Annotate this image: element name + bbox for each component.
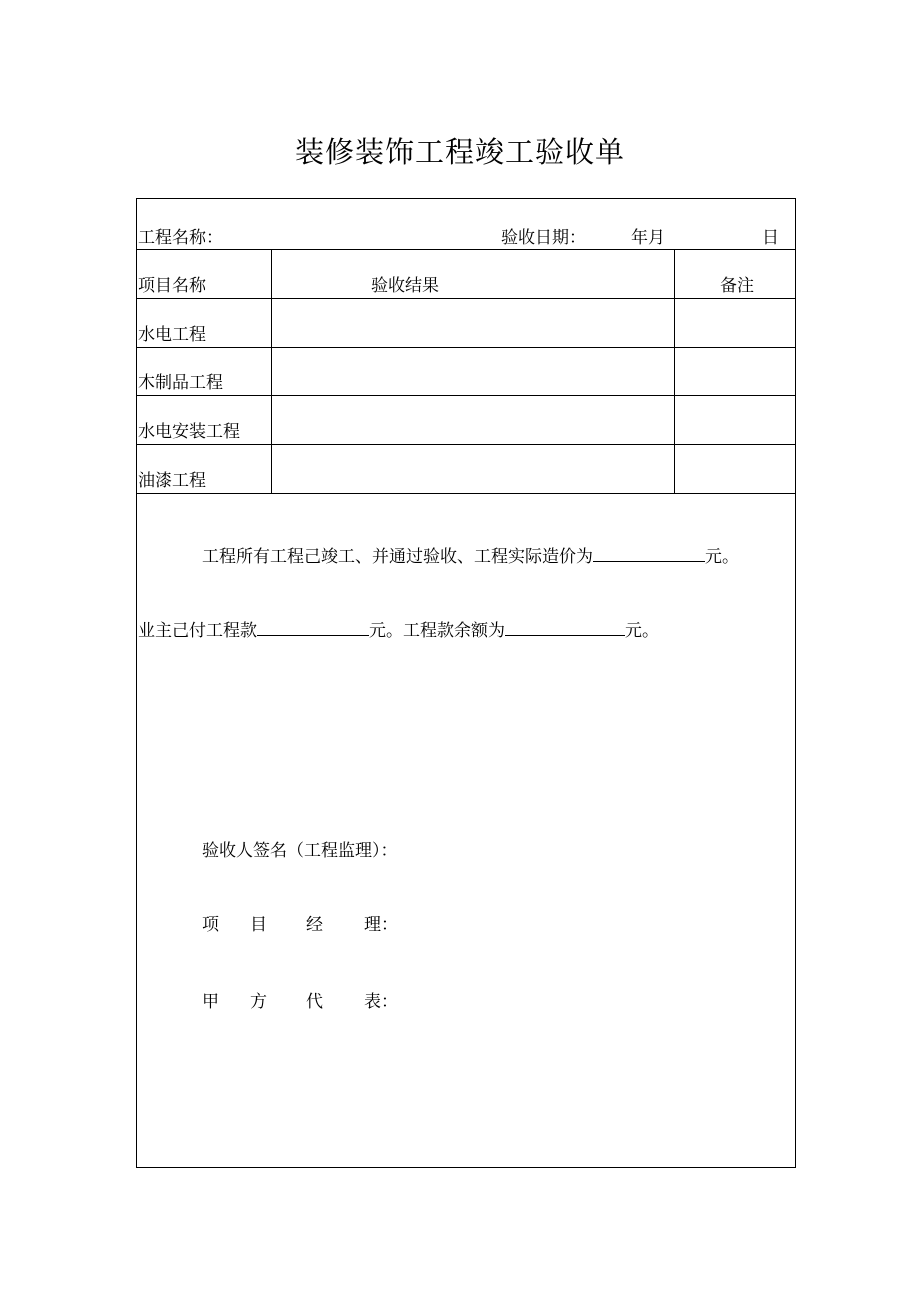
table-row-name: 水电安装工程: [138, 422, 240, 442]
actual-cost-blank[interactable]: [593, 547, 705, 562]
currency-unit: 元。: [705, 547, 739, 567]
project-manager-label: 理：: [364, 915, 398, 935]
party-a-representative-label: 代: [306, 992, 323, 1012]
cost-statement-line1: [202, 547, 739, 567]
party-a-representative-label: 表：: [364, 992, 398, 1012]
currency-unit: 元。: [625, 621, 659, 641]
row-divider: [137, 493, 795, 494]
paid-amount-blank[interactable]: [257, 621, 369, 636]
project-name-label: 工程名称：: [138, 228, 223, 248]
balance-amount-blank[interactable]: [505, 621, 625, 636]
column-divider: [271, 249, 272, 494]
row-divider: [137, 347, 795, 348]
column-header-remark: 备注: [720, 276, 754, 296]
acceptance-form: [136, 198, 796, 1168]
party-a-representative-label: 甲: [202, 992, 219, 1012]
acceptance-date-label: 验收日期：: [501, 228, 586, 248]
statement-text: 业主己付工程款: [138, 621, 257, 641]
statement-text: 元。工程款余额为: [369, 621, 505, 641]
column-divider: [674, 249, 675, 494]
year-month-label: 年月: [631, 228, 665, 248]
project-manager-label: 项: [202, 915, 219, 935]
day-label: 日: [762, 228, 779, 248]
inspector-signature-label: 验收人签名（工程监理）：: [202, 841, 398, 861]
cost-statement-line2: [138, 621, 659, 641]
table-row-name: 水电工程: [138, 325, 206, 345]
row-divider: [137, 298, 795, 299]
column-header-result: 验收结果: [371, 276, 439, 296]
party-a-representative-label: 方: [250, 992, 267, 1012]
project-manager-label: 经: [306, 915, 323, 935]
project-manager-label: 目: [250, 915, 267, 935]
table-row-name: 木制品工程: [138, 373, 223, 393]
table-row-name: 油漆工程: [138, 471, 206, 491]
row-divider: [137, 395, 795, 396]
statement-text: 工程所有工程己竣工、并通过验收、工程实际造价为: [202, 547, 593, 567]
column-header-item-name: 项目名称: [138, 276, 206, 296]
row-divider: [137, 249, 795, 250]
page-title: 装修装饰工程竣工验收单: [294, 135, 625, 169]
row-divider: [137, 444, 795, 445]
